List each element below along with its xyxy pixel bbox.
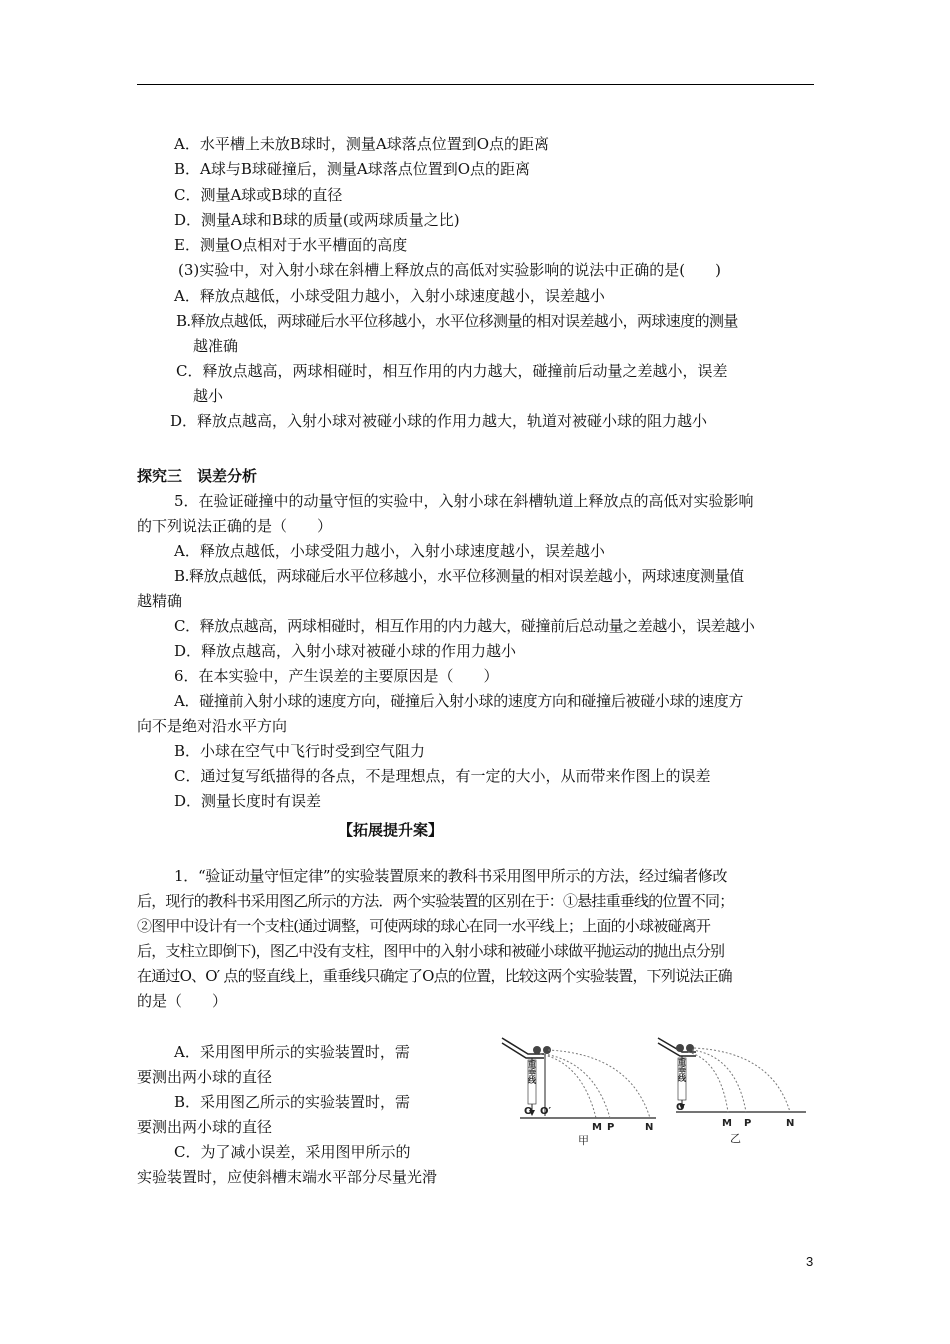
label-m: M [722,1118,732,1129]
trajectory-n [694,1048,790,1112]
page-number: 3 [806,1254,814,1269]
label-n: N [645,1122,654,1133]
option-line: B．采用图乙所示的实验装置时，需 [174,1093,411,1111]
option-line: B.释放点越低，两球碰后水平位移越小，水平位移测量的相对误差越小，两球速度测量值 [174,567,744,585]
experiment-apparatus-figure [500,1032,812,1152]
question-line: (3)实验中，对入射小球在斜槽上释放点的高低对实验影响的说法中正确的是( ) [178,261,721,279]
label-o: O [524,1106,533,1117]
label-o-prime: O′ [540,1106,552,1117]
question-line: 后，支柱立即倒下)，图乙中没有支柱，图甲中的入射小球和被碰小球做平抛运动的抛出点分别 [137,942,725,960]
option-line: D．释放点越高，入射小球对被碰小球的作用力越大，轨道对被碰小球的阻力越小 [170,412,708,430]
target-ball [686,1044,694,1052]
question-line: 1．“验证动量守恒定律”的实验装置原来的教科书采用图甲所示的方法，经过编者修改 [174,867,728,885]
figure-caption-jia: 甲 [578,1134,589,1147]
question-line: 5．在验证碰撞中的动量守恒的实验中，入射小球在斜槽轨道上释放点的高低对实验影响 [174,492,754,510]
question-line: 的是（ ） [137,992,228,1010]
question-line: ②图甲中设计有一个支柱(通过调整，可使两球的球心在同一水平线上；上面的小球被碰离开 [137,917,711,935]
label-p: P [744,1118,752,1129]
option-line: D．释放点越高，入射小球对被碰小球的作用力越小 [174,642,517,660]
option-line-cont: 要测出两小球的直径 [137,1118,273,1136]
option-line-cont: 实验装置时，应使斜槽末端水平部分尽量光滑 [137,1168,438,1186]
option-line: A．释放点越低，小球受阻力越小，入射小球速度越小，误差越小 [174,542,605,560]
option-line: A．释放点越低，小球受阻力越小，入射小球速度越小，误差越小 [174,287,605,305]
option-line-cont: 越小 [193,387,224,405]
option-line: C．通过复写纸描得的各点，不是理想点，有一定的大小，从而带来作图上的误差 [174,767,711,785]
question-line: 在通过O、O′ 点的竖直线上，重垂线只确定了O点的位置，比较这两个实验装置，下列说法正确 [137,967,732,985]
label-p: P [607,1122,615,1133]
label-n: N [786,1118,795,1129]
option-line: C．释放点越高，两球相碰时，相互作用的内力越大，碰撞前后总动量之差越小，误差越小 [174,617,755,635]
trajectory-p [544,1054,610,1118]
option-line: C．释放点越高，两球相碰时，相互作用的内力越大，碰撞前后动量之差越小，误差 [176,362,728,380]
apparatus-jia [502,1038,656,1147]
option-line: B．小球在空气中飞行时受到空气阻力 [174,742,426,760]
extension-heading: 【拓展提升案】 [338,821,444,839]
option-line: B．A球与B球碰撞后，测量A球落点位置到O点的距离 [174,160,531,178]
section-heading: 探究三 误差分析 [137,467,258,485]
option-line: B.释放点越低，两球碰后水平位移越小，水平位移测量的相对误差越小，两球速度的测量 [176,312,738,330]
header-rule [137,84,814,85]
question-line: 后，现行的教科书采用图乙所示的方法．两个实验装置的区别在于：①悬挂重垂线的位置不同； [137,892,734,910]
trajectory-n [548,1050,650,1118]
apparatus-yi [658,1038,806,1145]
label-m: M [592,1122,602,1133]
option-line: A．碰撞前入射小球的速度方向，碰撞后入射小球的速度方向和碰撞后被碰小球的速度方 [174,692,744,710]
plumb-label: 重垂线 [527,1060,537,1084]
figure-caption-yi: 乙 [730,1132,741,1145]
option-line-cont: 越准确 [193,337,239,355]
option-line: C．测量A球或B球的直径 [174,186,343,204]
option-line: A．水平槽上未放B球时，测量A球落点位置到O点的距离 [174,135,549,153]
trajectory-m [688,1052,728,1112]
option-line-cont: 要测出两小球的直径 [137,1068,273,1086]
plumb-label: 重垂线 [677,1058,687,1082]
incident-ball [533,1046,541,1054]
question-line: 6．在本实验中，产生误差的主要原因是（ ） [174,667,499,685]
option-line: D．测量长度时有误差 [174,792,322,810]
option-line: C．为了减小误差，采用图甲所示的 [174,1143,411,1161]
option-line: A．采用图甲所示的实验装置时，需 [174,1043,410,1061]
label-o: O [676,1102,685,1113]
incident-ball [676,1044,684,1052]
option-line-cont: 向不是绝对沿水平方向 [137,717,288,735]
question-line: 的下列说法正确的是（ ） [137,517,333,535]
option-line: D．测量A球和B球的质量(或两球质量之比) [174,211,460,229]
option-line-cont: 越精确 [137,592,183,610]
option-line: E．测量O点相对于水平槽面的高度 [174,236,408,254]
